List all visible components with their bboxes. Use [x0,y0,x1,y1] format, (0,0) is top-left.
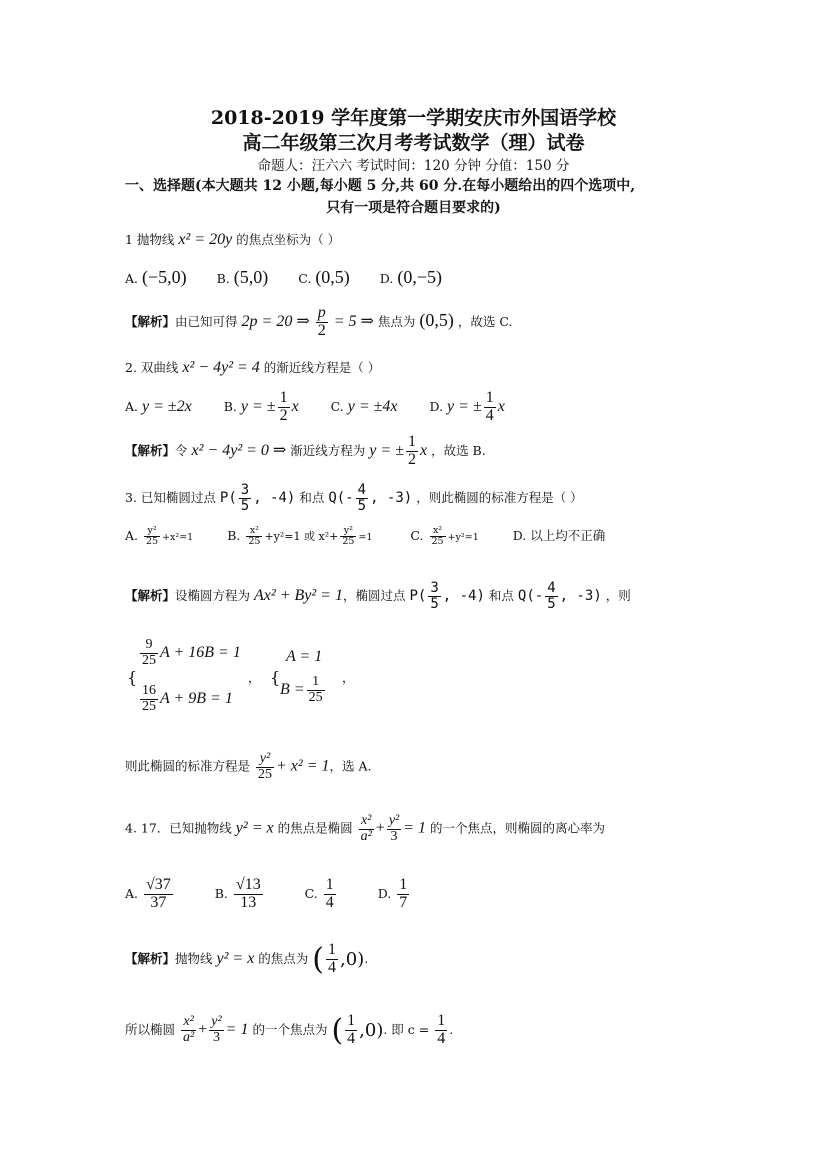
q4-option-b: B. $\frac{√13}{13}$ [214,876,261,911]
q1-solution: 【解析】由已知可得 2p = 20 ⇒ $\frac{p}{2}$ = 5 ⇒ 焦点为 (0,5) ，故选 C. [125,304,513,339]
q3-solution: 【解析】设椭圆方程为 Ax² + By² = 1，椭圆过点 P( $\frac{3}{5}$ , -4) 和点 Q(- $\frac{4}{5}$ , -3) ，则 [125,580,631,612]
q3-option-c: C. $\frac{\text{x²}}{25}$ +y²=1 [410,525,479,547]
q4-solution-line2: 所以椭圆 $\frac{\text{x²}}{\text{a²}}$ + $\frac{\text{y²}}{3}$ = 1 的一个焦点为 ( $\frac{1}{4}$ ,0). 即 c = $\frac{1}{4}$ . [125,1012,454,1048]
q3-option-b: B. $\frac{\text{x²}}{25}$ +y²=1 或 x²+ $\frac{\text{y²}}{25}$ =1 [227,525,373,547]
q3-option-a: A. $\frac{\text{y²}}{25}$ +x²=1 [125,525,194,547]
q3-option-d: D. 以上均不正确 [512,528,606,543]
q4-options [125,877,411,912]
q2-stem: 2. 双曲线 x² − 4y² = 4 的渐近线方程是（ ） [125,359,381,376]
q4-solution: 【解析】抛物线 y² = x 的焦点为 ( $\frac{1}{4}$ ,0). [125,941,369,977]
q3-system-comma1: ， [248,670,261,685]
section-heading-line2: 只有一项是符合题目要求的) [326,200,501,216]
q3-result-brace: { [270,668,281,687]
q2-option-a: A. y = ±2x [125,397,192,415]
q4-stem: 4. 17．已知抛物线 y² = x 的焦点是椭圆 $\frac{\text{x²}}{\text{a²}}$ + $\frac{\text{y²}}{3}$ = 1 的一个焦点，则椭圆的离心率为 [125,813,606,844]
q3-options [125,526,605,547]
exam-title-line2: 高二年级第三次月考考试数学（理）试卷 [242,132,585,154]
q3-stem: 3. 已知椭圆过点 P( $\frac{3}{5}$ , -4) 和点 Q(- $\frac{4}{5}$ , -3) ，则此椭圆的标准方程是（ ） [125,482,583,514]
q2-option-b: B. y = ± $\frac{1}{2}$ x [223,389,299,424]
q1-option-d: D. (0,−5) [379,267,442,287]
exam-title-line1: 2018-2019 学年度第一学期安庆市外国语学校 [210,107,617,129]
q1-options [125,267,442,288]
q4-option-a: A. $\frac{√37}{37}$ [125,876,171,911]
q3-system-eq1: $\frac{9}{25}$ A + 16B = 1 [142,637,241,668]
q3-result-comma: ， [342,670,355,685]
q1-option-b: B. (5,0) [216,267,269,287]
q3-system-brace: { [127,668,138,687]
q2-option-c: C. y = ±4x [330,397,398,415]
q3-result-b: B = $\frac{1}{25}$ [280,674,323,705]
q2-solution: 【解析】令 x² − 4y² = 0 ⇒ 渐近线方程为 y = ± $\frac{1}{2}$ x ，故选 B. [125,433,486,468]
q1-option-c: C. (0,5) [298,267,350,287]
q2-option-d: D. y = ± $\frac{1}{4}$ x [429,389,505,424]
q3-result-a: A = 1 [286,648,323,665]
q1-option-a: A. (−5,0) [125,267,187,287]
section-heading-line1: 一、选择题(本大题共 12 小题,每小题 5 分,共 60 分.在每小题给出的四个选项中, [125,178,636,194]
q4-option-d: D. $\frac{1}{7}$ [377,876,408,911]
q4-option-c: C. $\frac{1}{4}$ [304,876,334,911]
q3-conclusion: 则此椭圆的标准方程是 $\frac{\text{y²}}{25}$ + x² = 1，选 A. [125,751,372,782]
q2-options [125,390,505,425]
q1-stem: 1 抛物线 x² = 20y 的焦点坐标为（ ） [125,231,341,248]
q3-system-eq2: $\frac{16}{25}$ A + 9B = 1 [142,683,233,714]
exam-meta: 命题人：汪六六 考试时间：120 分钟 分值：150 分 [257,158,570,174]
